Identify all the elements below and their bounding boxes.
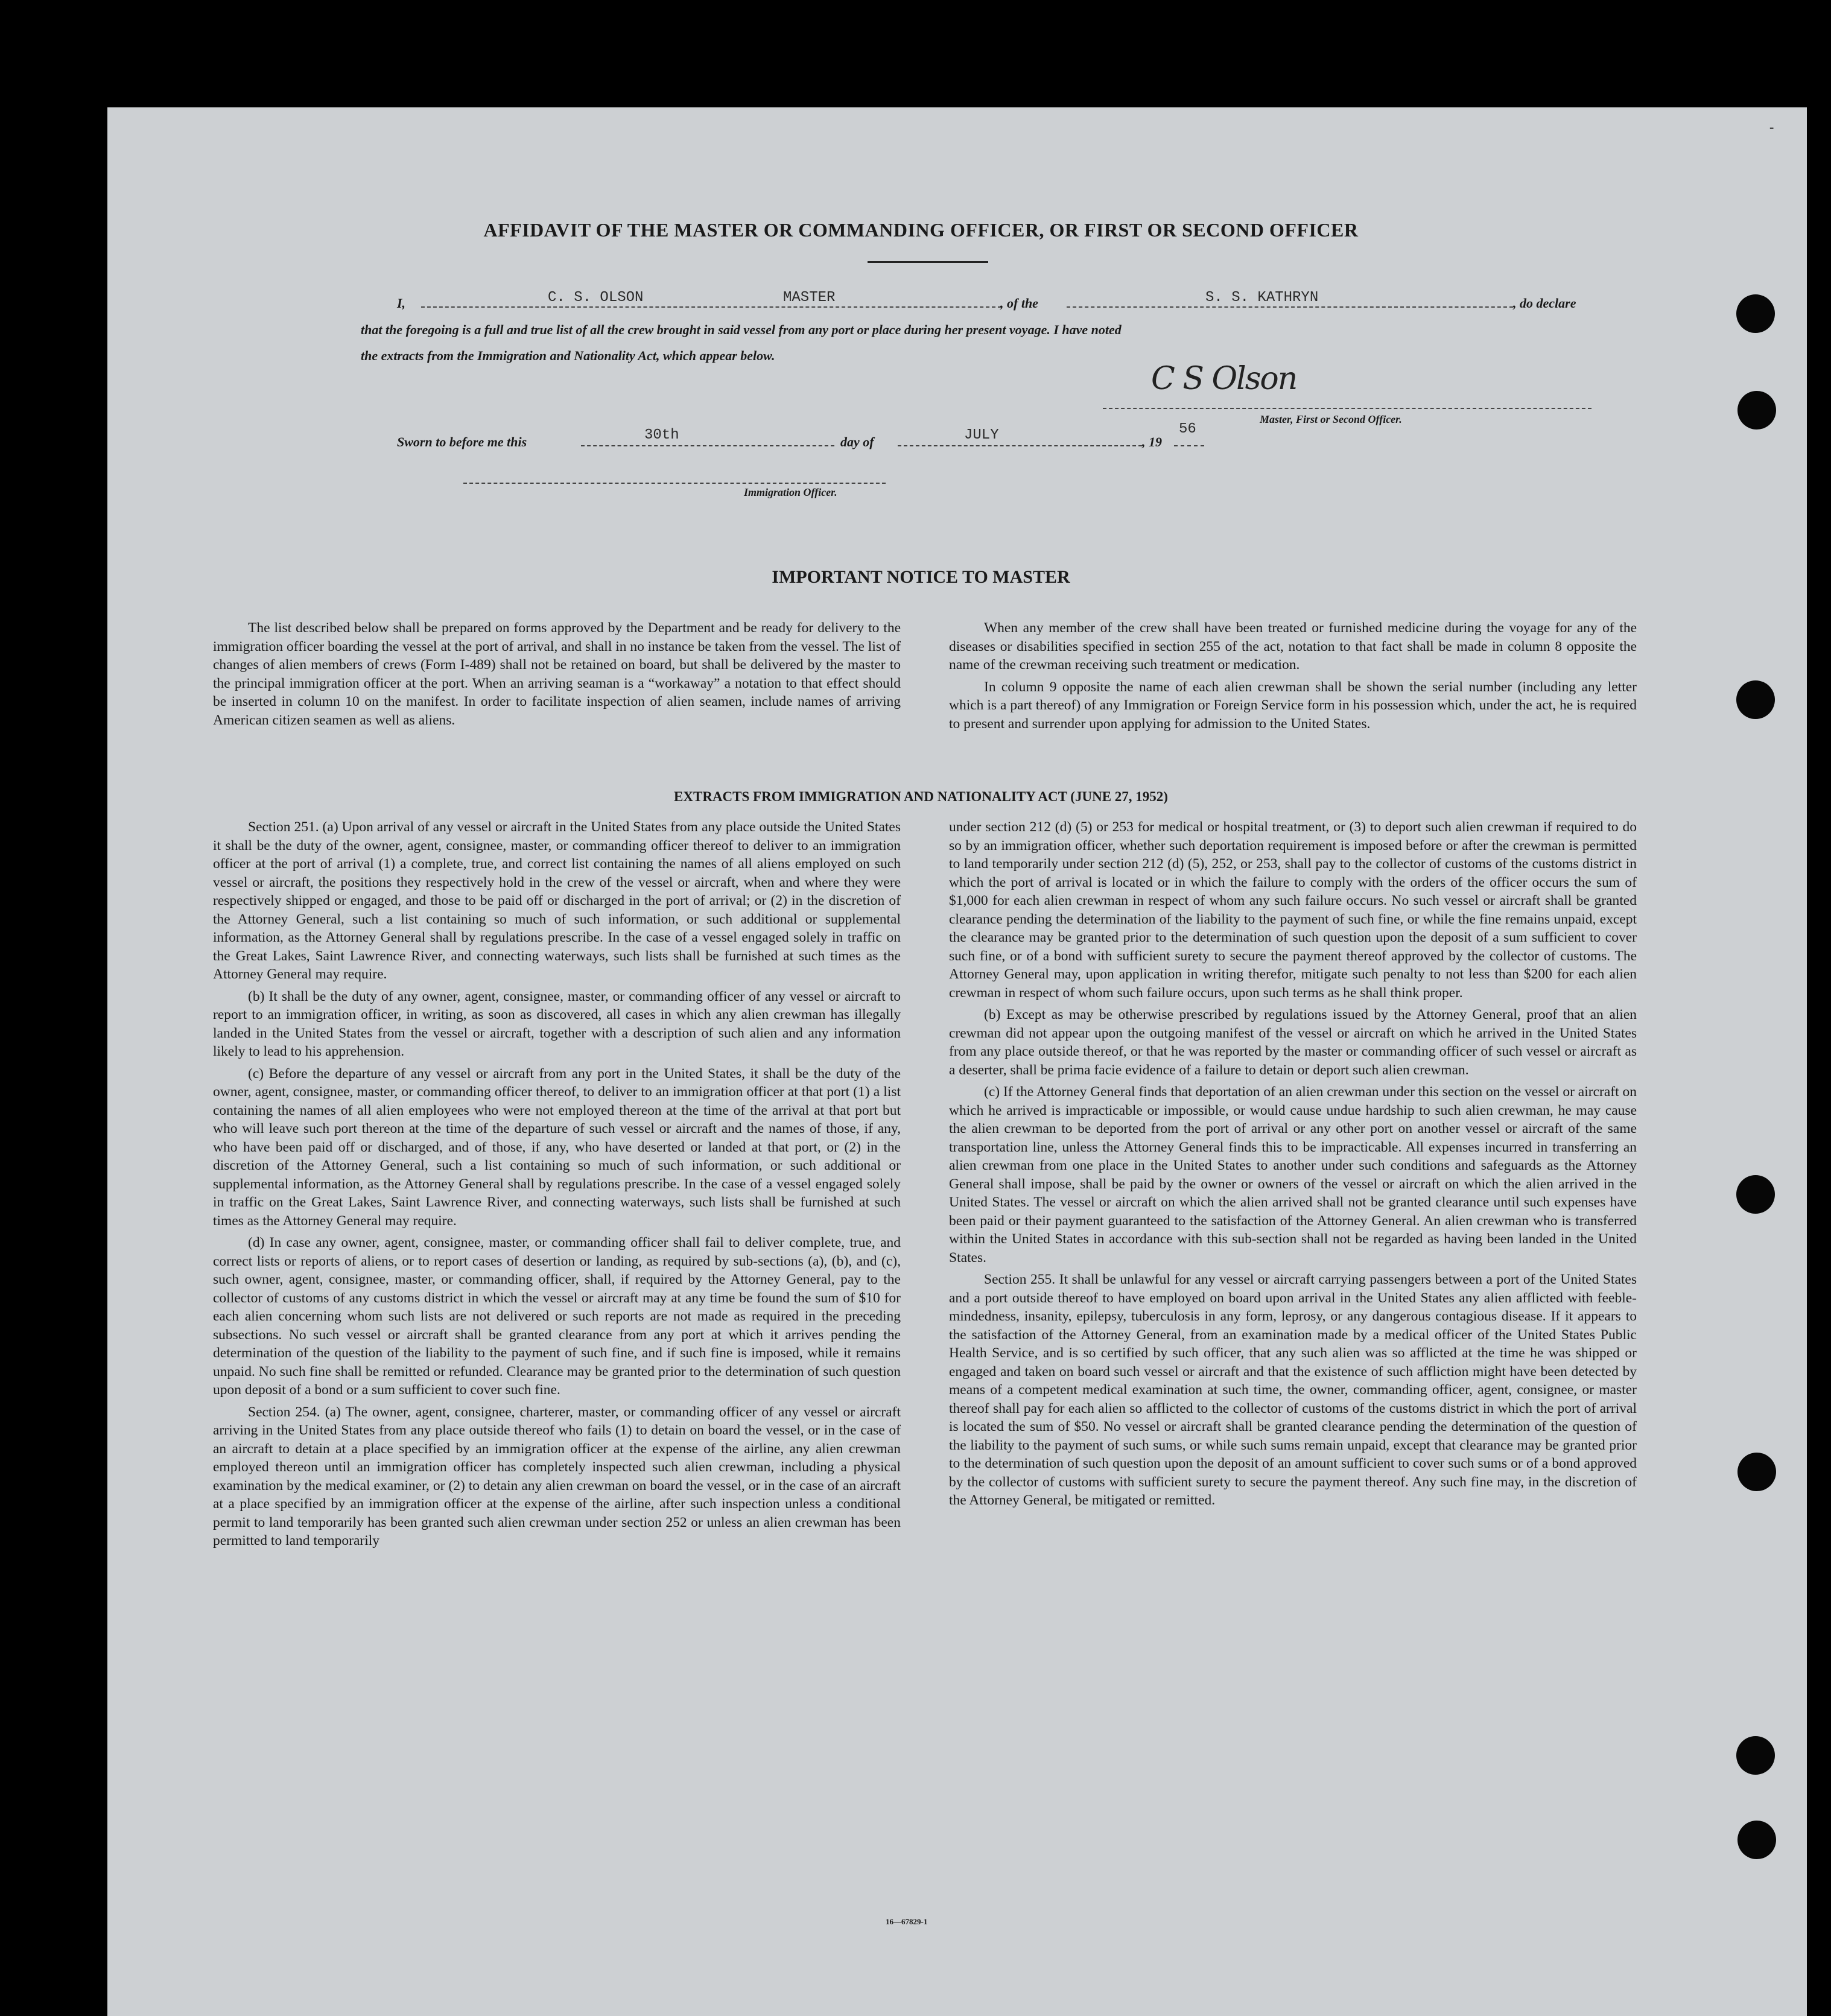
section-paragraph: (c) Before the departure of any vessel or aircraft from any port in the United States, it shall be the duty of the owner, agent, consignee, master, or commanding officer thereof, to deliver to an immigration officer at that port (1) a list containing the names of all alien employees who were not employed thereon at the time of the arrival at that port but who will leave such port thereon at the time of the departure of such vessel or aircraft and the names of those, if any, who have been paid off or discharged, and of those, if any, who have deserted or landed at that port, or (2) in the discretion of the Attorney General, such a list containing so much of such information, or such additional or supplemental information, as the Attorney General shall by regulations prescribe. In the case of a vessel engaged solely in traffic on the Great Lakes, Saint Lawrence River, and connecting waterways, such lists shall be furnished at such times as the Attorney General may require. (213, 1065, 901, 1229)
punch-hole (1737, 391, 1776, 430)
punch-hole (1737, 1821, 1776, 1859)
notice-paragraph: When any member of the crew shall have been treated or furnished medicine during the voyage for any of the diseases or disabilities specified in section 255 of the act, notation to that fact shall be made in column 8 opposite the name of the crewman receiving such treatment or medication. (949, 620, 1637, 673)
section-paragraph: under section 212 (d) (5) or 253 for medical or hospital treatment, or (3) to deport such alien crewman if required to do so by an immigration officer, whether such deportation requirement is imposed before or after the crewman is permitted to land temporarily under section 212 (d) (5), 252, or 253, shall pay to the collector of customs of the customs district in which the port of arrival is located or in which the failure to comply with the orders of the officer occurs the sum of $1,000 for each alien crewman in respect of whom any such failure occurs. No such vessel or aircraft shall be granted clearance pending the determination of the liability to the payment of such fine, or while the fine remains unpaid, except the clearance may be granted prior to the determination of such question upon the deposit of a sum sufficient to cover such fine, or of a bond with sufficient surety to secure the payment thereof approved by the collector of customs. The Attorney General may, upon application in writing therefor, mitigate such penalty to not less than $200 for each alien crewman in respect of whom such failure occurs, upon such terms as he shall think proper. (949, 819, 1637, 1001)
month-line (898, 445, 1142, 446)
punch-hole (1736, 680, 1775, 719)
section-paragraph: (d) In case any owner, agent, consignee, master, or commanding officer shall fail to deliver complete, true, and correct lists or reports of aliens, or to report cases of desertion or landing, as required by sub-sections (a), (b), and (c), such owner, agent, consignee, master, or commanding officer, shall, if required by the Attorney General, pay to the collector of customs of any customs district in which the vessel or aircraft may at any time be found the sum of $10 for each alien concerning whom such lists are not delivered or such reports are not made as required in the preceding subsections. No such vessel or aircraft shall be granted clearance from any port at which it arrives pending the determination of the question of the liability to the payment of such fine, and if such fine is imposed, while it remains unpaid. No such fine shall be remitted or refunded. Clearance may be granted prior to the determination of such question upon deposit of a bond or a sum sufficient to cover such fine. (213, 1235, 901, 1398)
punch-hole (1736, 1736, 1775, 1775)
punch-hole (1737, 1453, 1776, 1491)
section-paragraph: (b) Except as may be otherwise prescribed by regulations issued by the Attorney General, proof that an alien crewman did not appear upon the outgoing manifest of the vessel or aircraft on which he arrived in the United States from any place outside thereof, or that he was reported by the master or commanding officer of such vessel or aircraft as a deserter, shall be prima facie evidence of a failure to detain or deport such alien crewman. (949, 1007, 1637, 1078)
sworn-month: JULY (964, 427, 999, 443)
year-prefix: , 19 (1142, 434, 1162, 449)
day-line (581, 445, 834, 446)
signature-line (1103, 408, 1591, 409)
section-paragraph: Section 254. (a) The owner, agent, consignee, charterer, master, or commanding officer of any vessel or aircraft arriving in the United States from any place outside thereof who fails (1) to detain on board the vessel, or in the case of an aircraft to detain at a place specified by an immigration officer at the expense of the airline, any alien crewman employed thereon until an immigration officer has completely inspected such alien crewman, including a physical examination by the medical examiner, or (2) to detain any alien crewman on board the vessel, or in the case of an aircraft at a place specified by an immigration officer at the expense of the airline, after such inspection unless a conditional permit to land temporarily has been granted such alien crewman under section 252 or unless an alien crewman has been permitted to land temporarily (213, 1404, 901, 1548)
year-line (1174, 445, 1204, 446)
section-paragraph: (b) It shall be the duty of any owner, agent, consignee, master, or commanding officer of any vessel or aircraft to report to an immigration officer, in writing, as soon as discovered, all cases in which any alien crewman has illegally landed in the United States from the vessel or aircraft, together with a description of such alien and any information likely to lead to his apprehension. (213, 988, 901, 1059)
punch-hole (1736, 294, 1775, 333)
do-declare-label: , do declare (1513, 296, 1576, 311)
section-paragraph: Section 251. (a) Upon arrival of any vessel or aircraft in the United States from any place outside the United States it shall be the duty of the owner, agent, consignee, master, or commanding officer thereof to deliver to an immigration officer at the port of arrival (1) a complete, true, and correct list containing the names of all aliens employed on such vessel or aircraft, the positions they respectively hold in the crew of the vessel or aircraft, when and where they were respectively shipped or engaged, and those to be paid off or discharged in the port of arrival; or (2) in the discretion of the Attorney General, such a list containing so much of such information, or such additional or supplemental information, as the Attorney General shall by regulations prescribe. In the case of a vessel engaged solely in traffic on the Great Lakes, Saint Lawrence River, and connecting waterways, such lists shall be furnished at such times as the Attorney General may require. (213, 819, 901, 982)
of-the-label: , of the (1000, 296, 1038, 311)
vessel-line (1067, 306, 1513, 308)
master-signature: C S Olson (1151, 361, 1297, 397)
master-rank: MASTER (783, 290, 836, 306)
notice-left-column (213, 619, 901, 733)
sworn-year: 56 (1179, 421, 1196, 437)
signature-caption: Master, First or Second Officer. (1260, 413, 1402, 425)
document-page (107, 107, 1807, 2016)
notice-title: IMPORTANT NOTICE TO MASTER (772, 567, 1070, 587)
i-label: I, (397, 296, 406, 311)
extracts-title: EXTRACTS FROM IMMIGRATION AND NATIONALITY ACT (JUNE 27, 1952) (674, 789, 1168, 804)
punch-hole (1736, 1175, 1775, 1214)
vessel-name: S. S. KATHRYN (1205, 290, 1319, 306)
notice-paragraph: In column 9 opposite the name of each alien crewman shall be shown the serial number (including any letter which is a part thereof) of any Immigration or Foreign Service form in his possession which, under the act, he is required to present and surrender upon applying for admission to the United States. (949, 679, 1637, 732)
affidavit-line-2: that the foregoing is a full and true list of all the crew brought in said vessel from any port or place during her present voyage. I have noted (361, 322, 1122, 337)
form-code: 16—67829-1 (886, 1917, 928, 1926)
corner-mark: - (1769, 119, 1774, 135)
notice-right-column (949, 619, 1637, 737)
name-line (421, 306, 1001, 308)
sworn-label: Sworn to before me this (397, 434, 527, 449)
officer-caption: Immigration Officer. (744, 486, 837, 498)
notice-paragraph: The list described below shall be prepared on forms approved by the Department and be ready for delivery to the immigration officer boarding the vessel at the port of arrival, and shall in no instance be taken from the vessel. The list of changes of alien members of crews (Form I-489) shall not be retained on board, but shall be delivered by the master to the principal immigration officer at the port. When an arriving seaman is a “workaway” a notation to that effect should be inserted in column 10 on the manifest. In order to facilitate inspection of alien seamen, include names of arriving American citizen seamen as well as aliens. (213, 620, 901, 728)
affidavit-line-3: the extracts from the Immigration and Nationality Act, which appear below. (361, 348, 775, 363)
extracts-right-column (949, 818, 1637, 1514)
master-name: C. S. OLSON (548, 290, 644, 306)
extracts-left-column (213, 818, 901, 1554)
day-of-label: day of (840, 434, 874, 449)
title-divider (868, 261, 988, 263)
affidavit-title: AFFIDAVIT OF THE MASTER OR COMMANDING OFFICER, OR FIRST OR SECOND OFFICER (483, 219, 1359, 241)
section-paragraph: (c) If the Attorney General finds that deportation of an alien crewman under this section on the vessel or aircraft on which he arrived is impracticable or impossible, or would cause undue hardship to such alien crewman, he may cause the alien crewman to be deported from the port of arrival or any other port on another vessel or aircraft of the same transportation line, unless the Attorney General finds this to be impracticable. All expenses incurred in transferring an alien crewman from one place in the United States to another under such conditions and safeguards as the Attorney General shall impose, shall be paid by the owner or owners of the vessel or aircraft on which the alien arrived in the United States. The vessel or aircraft on which the alien arrived shall not be granted clearance until such expenses have been paid or their payment guaranteed to the satisfaction of the Attorney General. An alien crewman who is transferred within the United States in accordance with this sub-section shall not be regarded as having been landed in the United States. (949, 1084, 1637, 1266)
officer-line (463, 483, 886, 484)
section-paragraph: Section 255. It shall be unlawful for any vessel or aircraft carrying passengers between a port of the United States and a port outside thereof to have employed on board upon arrival in the United States any alien afflicted with feeble-mindedness, insanity, epilepsy, tuberculosis in any form, leprosy, or any dangerous contagious disease. If it appears to the satisfaction of the Attorney General, from an examination made by a medical officer of the United States Public Health Service, and is so certified by such officer, that any such alien was so afflicted at the time he was shipped or engaged and taken on board such vessel or aircraft and that the existence of such affliction might have been detected by means of a competent medical examination at such time, the owner, commanding officer, agent, consignee, or master thereof shall pay for each alien so afflicted to the collector of customs of the customs district in which the port of arrival is located the sum of $50. No vessel or aircraft shall be granted clearance pending the determination of the question of the liability to the payment of such sums, or while such sums remain unpaid, except that clearance may be granted prior to the determination of such question upon the deposit of an amount sufficient to cover such sums or of a bond approved by the collector of customs with sufficient surety to secure the payment thereof. Any such fine may, in the discretion of the Attorney General, be mitigated or remitted. (949, 1272, 1637, 1508)
sworn-day: 30th (644, 427, 679, 443)
